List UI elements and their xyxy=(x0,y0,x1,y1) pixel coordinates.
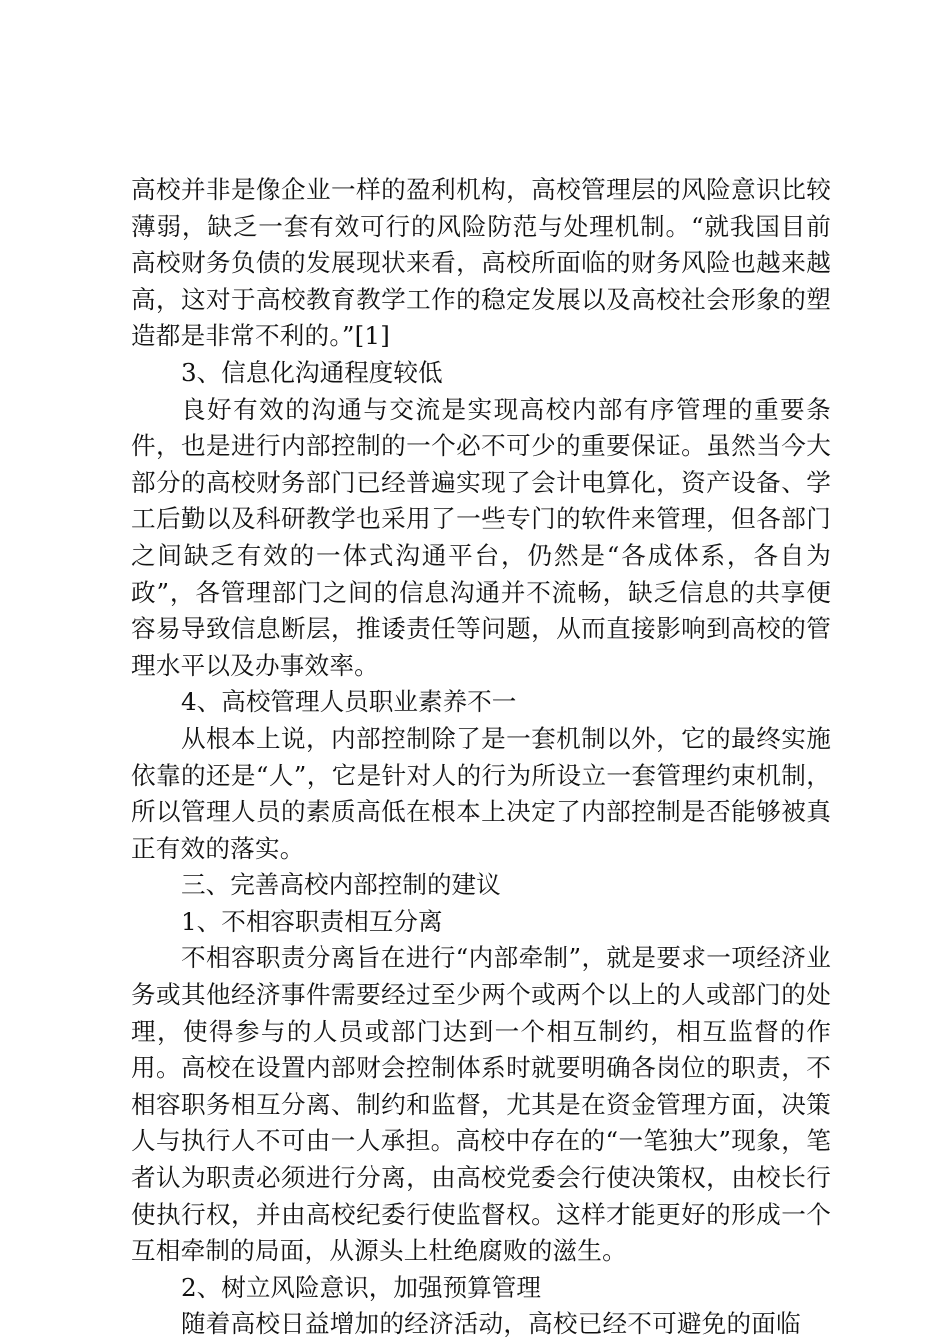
section-heading: 3、信息化沟通程度较低 xyxy=(181,357,443,387)
chapter-heading: 三、完善高校内部控制的建议 xyxy=(181,870,501,900)
body-paragraph: 不相容职责分离旨在进行“内部牵制”，就是要求一项经济业务或其他经济事件需要经过至少两个或两个以上的人或部门的处理，使得参与的人员或部门达到一个相互制约，相互监督的作用。高校在设置内部财会控制体系时就要明确各岗位的职责，不相容职务相互分离、制约和监督，尤其是在资金管理方面，决策人与执行人不可由一人承担。高校中存在的“一笔独大”现象，笔者认为职责必须进行分离，由高校党委会行使决策权，由校长行使执行权，并由高校纪委行使监督权。这样才能更好的形成一个互相牵制的局面，从源头上杜绝腐败的滋生。 xyxy=(131,943,831,1266)
document-page xyxy=(131,172,831,1343)
section-heading: 4、高校管理人员职业素养不一 xyxy=(181,687,517,717)
body-paragraph: 良好有效的沟通与交流是实现高校内部有序管理的重要条件，也是进行内部控制的一个必不可少的重要保证。虽然当今大部分的高校财务部门已经普遍实现了会计电算化，资产设备、学工后勤以及科研教学也采用了一些专门的软件来管理，但各部门之间缺乏有效的一体式沟通平台，仍然是“各成体系，各自为政”，各管理部门之间的信息沟通并不流畅，缺乏信息的共享便容易导致信息断层，推诿责任等问题，从而直接影响到高校的管理水平以及办事效率。 xyxy=(131,394,831,680)
section-heading: 2、树立风险意识，加强预算管理 xyxy=(181,1272,541,1302)
section-heading: 1、不相容职责相互分离 xyxy=(181,906,443,936)
body-paragraph: 高校并非是像企业一样的盈利机构，高校管理层的风险意识比较薄弱，缺乏一套有效可行的风险防范与处理机制。“就我国目前高校财务负债的发展现状来看，高校所面临的财务风险也越来越高，这对于高校教育教学工作的稳定发展以及高校社会形象的塑造都是非常不利的。”[1] xyxy=(131,175,831,351)
body-paragraph: 从根本上说，内部控制除了是一套机制以外，它的最终实施依靠的还是“人”，它是针对人的行为所设立一套管理约束机制，所以管理人员的素质高低在根本上决定了内部控制是否能够被真正有效的落实。 xyxy=(131,723,831,863)
body-paragraph: 随着高校日益增加的经济活动，高校已经不可避免的面临 xyxy=(181,1309,801,1339)
